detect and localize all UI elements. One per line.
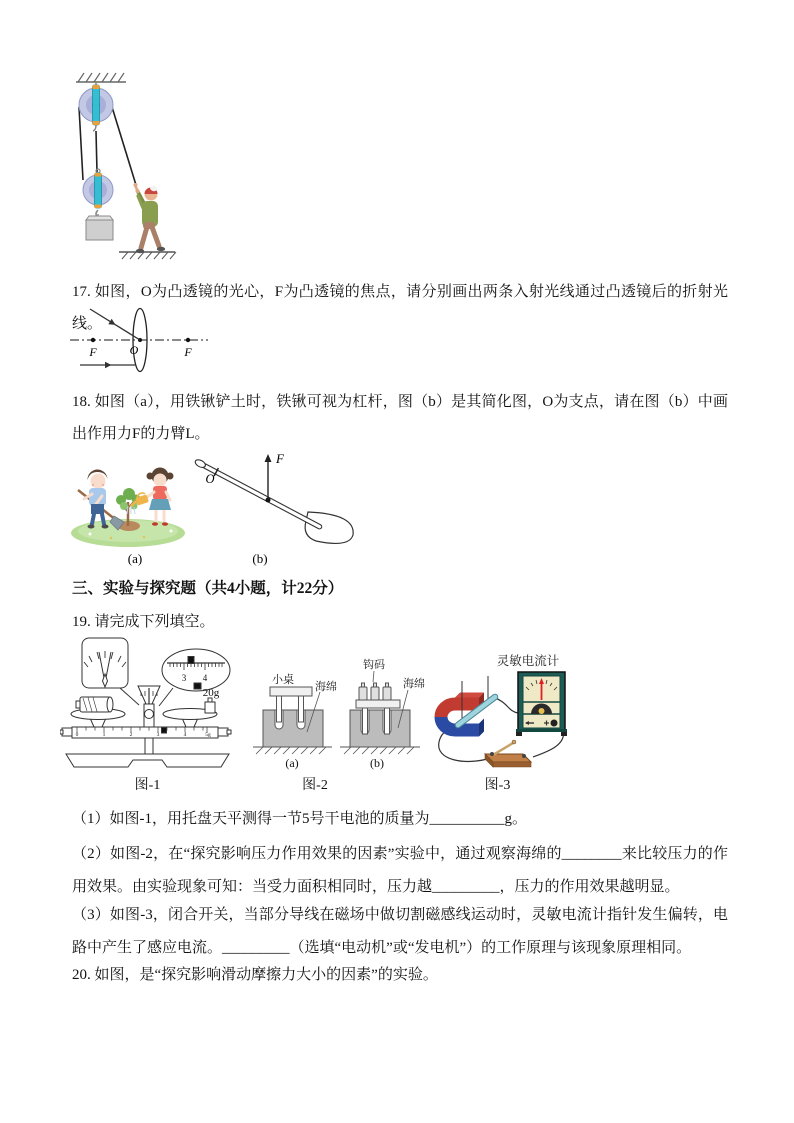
question-17-text: 17. 如图，O为凸透镜的光心，F为凸透镜的焦点，请分别画出两条入射光线通过凸透镜后的折射光线。 (72, 284, 728, 332)
beam-tick-0: 0 (75, 732, 79, 738)
incident-ray-horizontal (80, 362, 136, 368)
lever-figure (66, 442, 366, 570)
dial-callout (82, 638, 139, 705)
pivot-label: O (205, 472, 215, 486)
figure-3-caption: 图-3 (484, 778, 511, 793)
beam-tick-1: 1 (102, 732, 106, 738)
kids-planting-illustration (71, 468, 185, 548)
sponge-setup-a (253, 687, 332, 754)
rider-weight (162, 728, 167, 734)
beam-tick-4: 4 (183, 732, 187, 738)
question-19-sub1: （1）如图-1，用托盘天平测得一节5号干电池的质量为__________g。 (72, 811, 527, 827)
zoom-tick-3: 3 (181, 673, 187, 683)
section-3-title: 三、实验与探究题（共4小题，计22分） (72, 580, 344, 597)
pulley-figure (62, 54, 237, 264)
hanging-weight (86, 214, 113, 240)
incident-ray-oblique (90, 309, 140, 340)
sub-label-a: (a) (127, 551, 143, 566)
sponge-label-a: 海绵 (315, 681, 337, 693)
shovel-blade (305, 512, 353, 543)
focus-point-right (186, 338, 190, 342)
balance-base (66, 754, 229, 767)
ceiling (76, 73, 126, 82)
focus-label-left: F (89, 345, 97, 359)
zoom-tick-4: 4 (202, 673, 208, 683)
figure-1-caption: 图-1 (134, 778, 161, 793)
beam-tick-2: 2 (129, 732, 133, 738)
movable-pulley (83, 169, 113, 218)
force-label: F (276, 451, 284, 466)
galvanometer-circuit-figure (425, 640, 610, 776)
table-label: 小桌 (272, 674, 294, 686)
balance-scale-figure (60, 636, 235, 776)
lens-figure (56, 304, 266, 382)
weights-label: 钩码 (363, 659, 385, 671)
hook-weights (359, 683, 391, 700)
shovel-lever-diagram (193, 451, 353, 543)
sponge-experiment-figure (250, 650, 435, 776)
ruler-zoom-callout (159, 649, 230, 706)
ground (119, 252, 176, 259)
battery (76, 697, 113, 712)
sponge-label-b: 海绵 (403, 678, 425, 690)
switch (485, 740, 531, 767)
weight-20g-label: 20g (202, 687, 220, 699)
beam-tick-3: 3 (156, 732, 160, 738)
galvanometer (516, 672, 567, 736)
pointer-scale (138, 686, 160, 727)
question-19-sub2: （2）如图-2，在“探究影响压力作用效果的因素”实验中，通过观察海绵的________来比较压力的作用效果。由实验现象可知：当受力面积相同时，压力越_________，压力的作用效果越明显。 (72, 846, 728, 895)
galvanometer-label: 灵敏电流计 (496, 654, 560, 668)
beam-tick-5g: 5g (205, 732, 211, 738)
sub-label-b: (b) (370, 756, 384, 770)
sub-label-b: (b) (252, 551, 268, 566)
question-19-text: 19. 请完成下列填空。 (72, 614, 215, 630)
person-pulling (134, 183, 166, 253)
question-20-text: 20. 如图，是“探究影响滑动摩擦力大小的因素”的实验。 (72, 967, 438, 983)
focus-point-left (91, 338, 95, 342)
weight-20g (205, 698, 215, 713)
focus-label-right: F (184, 345, 192, 359)
beam-ruler (72, 727, 218, 738)
figure-2-caption: 图-2 (302, 778, 328, 793)
question-18-text: 18. 如图（a），用铁锹铲土时，铁锹可视为杠杆，图（b）是其简化图，O为支点，请在图（b）中画出作用力F的力臂L。 (72, 394, 728, 442)
optical-center-label: O (129, 343, 139, 357)
fixed-pulley (79, 82, 113, 131)
sub-label-a: (a) (285, 756, 299, 770)
switch-knife (493, 743, 513, 755)
question-19-sub3: （3）如图-3，闭合开关，当部分导线在磁场中做切割磁感线运动时，灵敏电流计指针发生偏转，电路中产生了感应电流。_________（选填“电动机”或“发电机”）的工作原理与该现象原理相同。 (72, 907, 728, 956)
